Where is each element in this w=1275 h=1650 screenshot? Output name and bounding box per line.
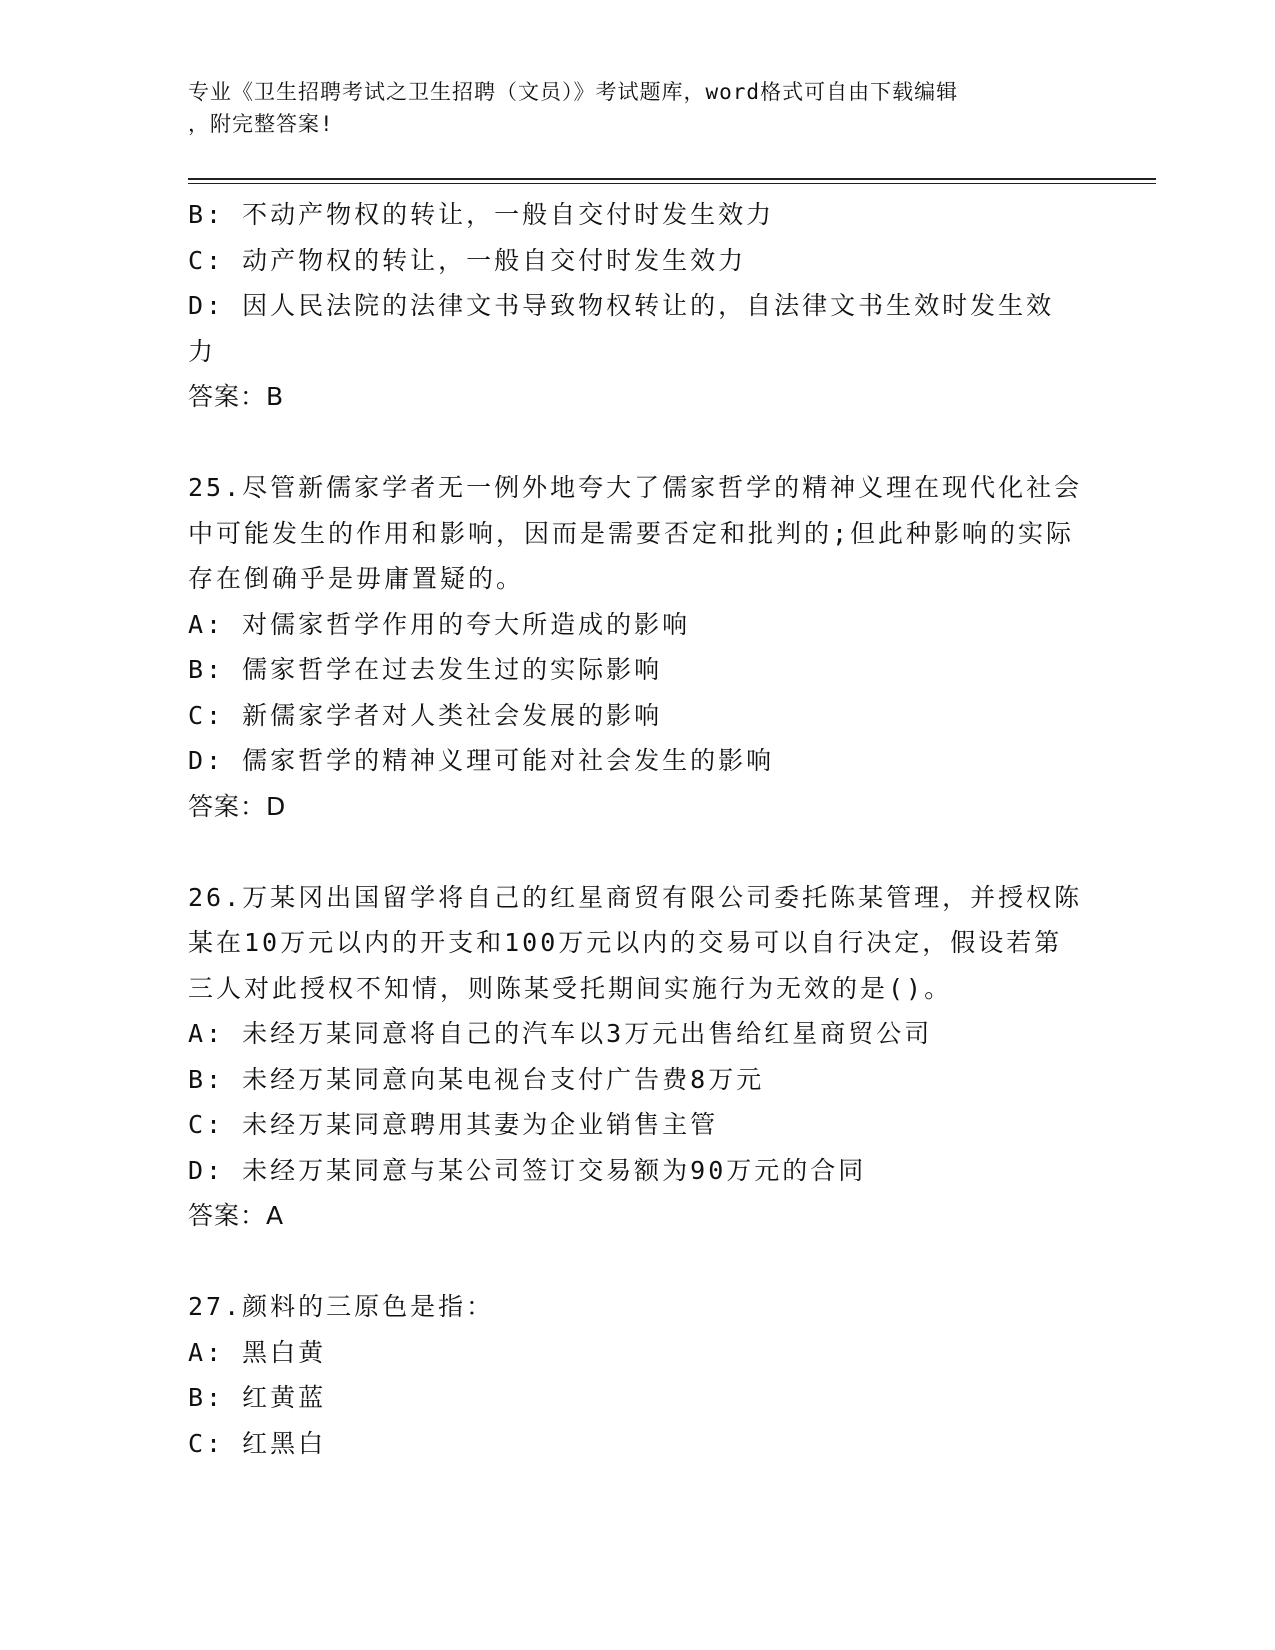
header-divider-thick — [188, 178, 1156, 180]
question-stem: 25.尽管新儒家学者无一例外地夸大了儒家哲学的精神义理在现代化社会中可能发生的作用和影响，因而是需要否定和批判的;但此种影响的实际存在倒确乎是毋庸置疑的。 — [188, 473, 1083, 593]
option-c: C: 未经万某同意聘用其妻为企业销售主管 — [188, 1110, 719, 1139]
question-stem: 26.万某冈出国留学将自己的红星商贸有限公司委托陈某管理，并授权陈某在10万元以内的开支和100万元以内的交易可以自行决定，假设若第三人对此授权不知情，则陈某受托期间实施行为无效的是()。 — [188, 882, 1083, 1003]
answer-label: 答案：A — [188, 1201, 285, 1230]
answer-label: 答案：D — [188, 791, 287, 821]
header-title-line1: 专业《卫生招聘考试之卫生招聘（文员）》考试题库，word格式可自由下载编辑 — [188, 80, 959, 104]
option-b: B: 红黄蓝 — [188, 1383, 327, 1412]
option-c: C: 动产物权的转让，一般自交付时发生效力 — [188, 245, 747, 275]
option-b: B: 不动产物权的转让，一般自交付时发生效力 — [188, 200, 775, 229]
answer-label: 答案：B — [188, 382, 285, 411]
question-26 — [188, 875, 1088, 1239]
question-list — [188, 192, 1088, 1466]
question-stem: 27.颜料的三原色是指： — [188, 1292, 495, 1321]
question-fragment — [188, 192, 1088, 420]
option-a: A: 未经万某同意将自己的汽车以3万元出售给红星商贸公司 — [188, 1019, 933, 1048]
option-b: B: 未经万某同意向某电视台支付广告费8万元 — [188, 1064, 765, 1094]
spacer — [188, 829, 1088, 875]
option-c: C: 新儒家学者对人类社会发展的影响 — [188, 700, 663, 730]
header-title-line2: ，附完整答案! — [188, 112, 334, 136]
option-c: C: 红黑白 — [188, 1428, 327, 1458]
option-d: D: 因人民法院的法律文书导致物权转让的，自法律文书生效时发生效力 — [188, 291, 1055, 366]
option-b: B: 儒家哲学在过去发生过的实际影响 — [188, 655, 663, 684]
question-27 — [188, 1284, 1088, 1466]
header-divider-thin — [188, 183, 1156, 184]
document-header — [188, 76, 1068, 140]
option-a: A: 黑白黄 — [188, 1337, 327, 1367]
question-25 — [188, 465, 1088, 829]
spacer — [188, 1239, 1088, 1285]
option-d: D: 未经万某同意与某公司签订交易额为90万元的合同 — [188, 1155, 867, 1185]
option-a: A: 对儒家哲学作用的夸大所造成的影响 — [188, 609, 691, 639]
option-d: D: 儒家哲学的精神义理可能对社会发生的影响 — [188, 746, 775, 775]
spacer — [188, 420, 1088, 466]
